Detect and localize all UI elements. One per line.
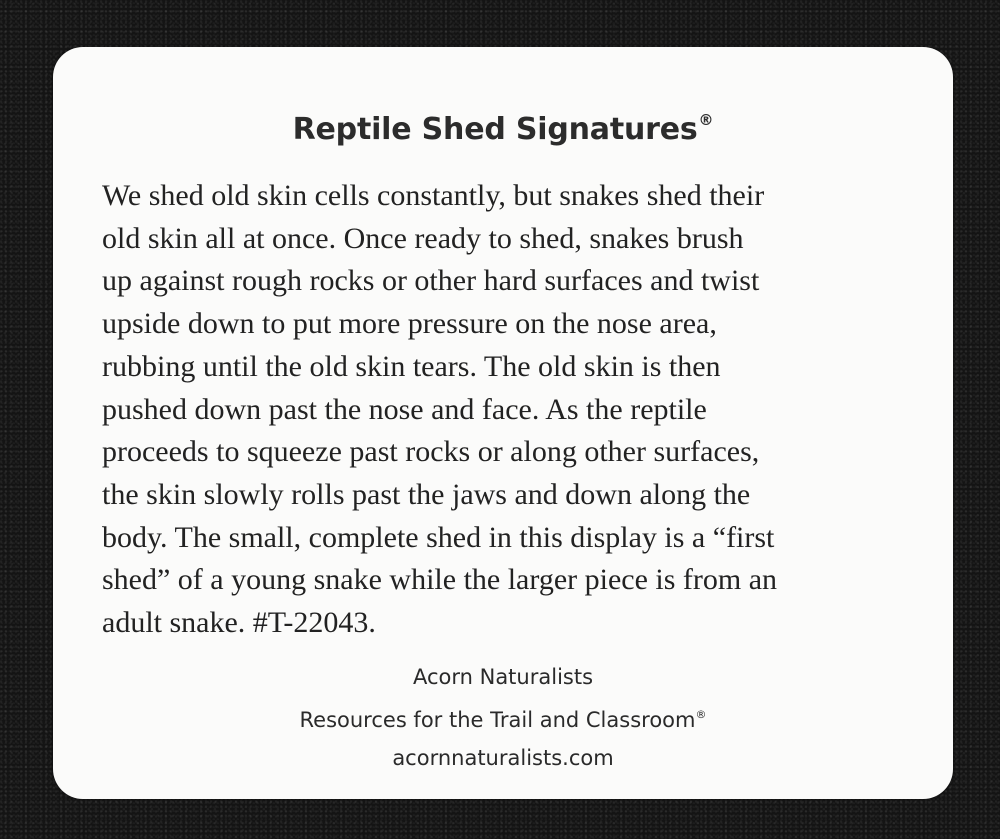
description-text: [102, 175, 922, 645]
card-title: [53, 111, 953, 147]
body-line: upside down to put more pressure on the nose area,: [102, 307, 717, 341]
body-line: shed” of a young snake while the larger piece is from an: [102, 563, 778, 597]
info-card: [53, 47, 953, 799]
company-website: acornnaturalists.com: [392, 746, 614, 770]
body-line: rubbing until the old skin tears. The old skin is then: [102, 349, 721, 383]
company-tagline: [53, 696, 953, 739]
body-line: We shed old skin cells constantly, but snakes shed their: [102, 179, 765, 212]
body-line: proceeds to squeeze past rocks or along other surfaces,: [102, 435, 760, 469]
body-line: body. The small, complete shed in this display is a “first: [102, 520, 775, 554]
body-line: up against rough rocks or other hard surfaces and twist: [102, 264, 760, 298]
body-line: old skin all at once. Once ready to shed, snakes brush: [102, 221, 744, 255]
body-line: the skin slowly rolls past the jaws and down along the: [102, 477, 751, 511]
title-text: Reptile Shed Signatures: [292, 112, 698, 147]
tagline-registered-mark: ®: [695, 708, 707, 721]
body-line: pushed down past the nose and face. As the reptile: [102, 392, 707, 426]
body-line: adult snake. #T-22043.: [102, 606, 376, 640]
tagline-text: Resources for the Trail and Classroom: [299, 708, 696, 732]
company-footer: [53, 658, 953, 777]
registered-mark: ®: [698, 111, 714, 129]
company-name: Acorn Naturalists: [412, 665, 594, 689]
